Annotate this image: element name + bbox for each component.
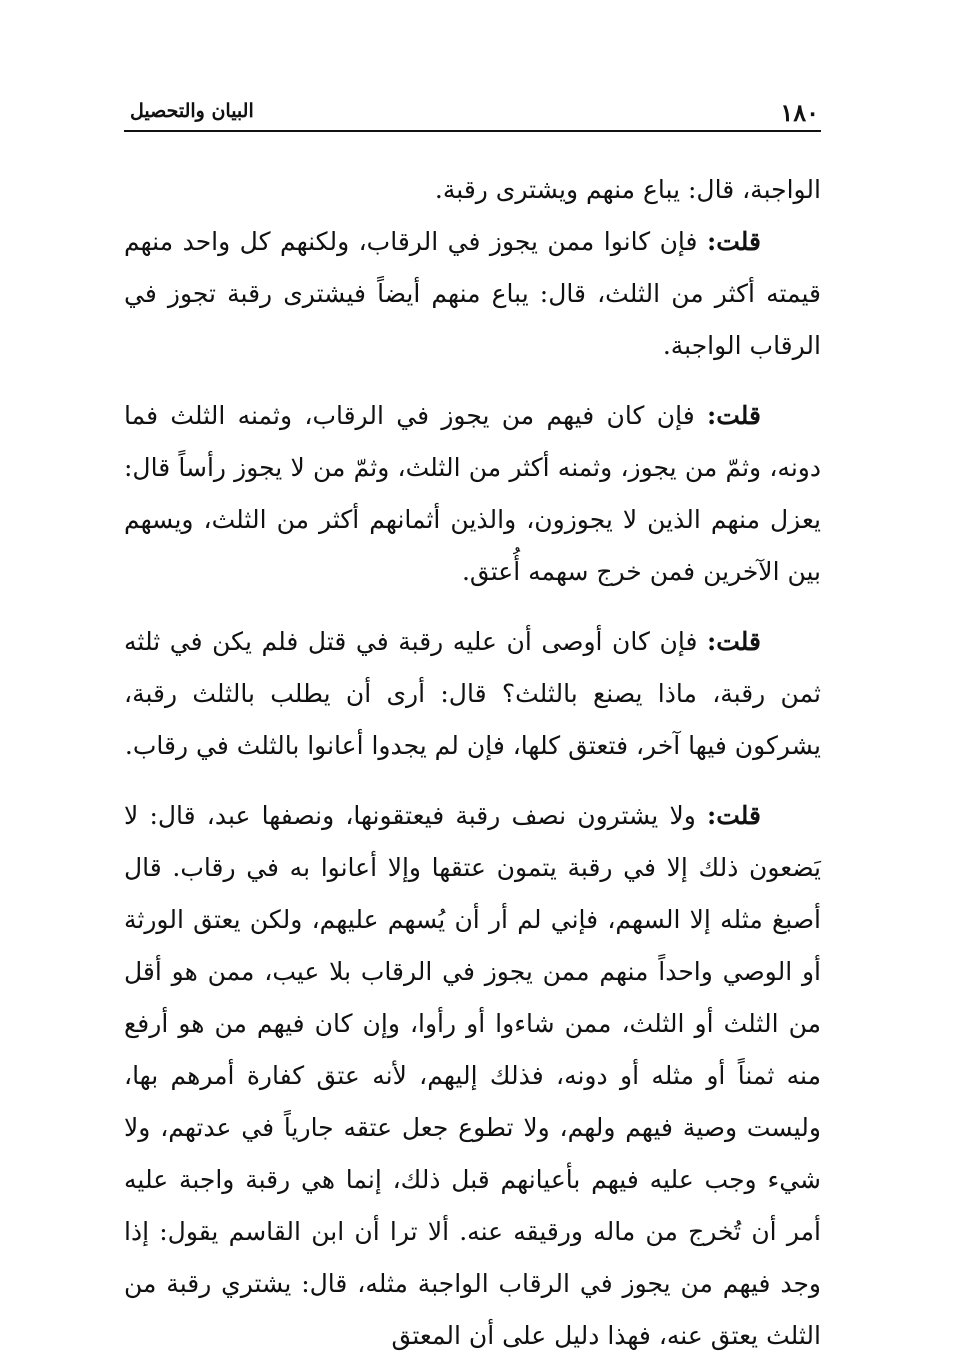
qalat-label: قلت: xyxy=(706,227,761,256)
paragraph-5 xyxy=(124,790,821,1362)
paragraph-3 xyxy=(124,390,821,598)
qalat-label: قلت: xyxy=(706,801,761,830)
paragraph-text: فإن كان فيهم من يجوز في الرقاب، وثمنه الثلث فما دونه، وثمّ من يجوز، وثمنه أكثر من الثلث، وثمّ من لا يجوز رأساً قال: يعزل منهم الذين لا يجوزون، والذين أثمانهم أكثر من الثلث، ويسهم بين الآخرين فمن خرج سهمه أُعتق. xyxy=(124,401,821,586)
page-body xyxy=(124,164,821,1362)
qalat-label: قلت: xyxy=(706,627,761,656)
paragraph-4 xyxy=(124,616,821,772)
paragraph-1 xyxy=(124,164,821,216)
paragraph-2 xyxy=(124,216,821,372)
page-header xyxy=(124,92,821,132)
paragraph-text: الواجبة، قال: يباع منهم ويشترى رقبة. xyxy=(434,175,821,204)
running-title: البيان والتحصيل xyxy=(130,100,254,122)
paragraph-text: فإن كان أوصى أن عليه رقبة في قتل فلم يكن في ثلثه ثمن رقبة، ماذا يصنع بالثلث؟ قال: أرى أن يطلب بالثلث رقبة، يشركون فيها آخر، فتعتق كلها، فإن لم يجدوا أعانوا بالثلث في رقاب. xyxy=(124,627,821,760)
paragraph-text: ولا يشترون نصف رقبة فيعتقونها، ونصفها عبد، قال: لا يَضعون ذلك إلا في رقبة يتمون عتقها وإلا أعانوا به في رقاب. قال أصبغ مثله إلا السهم، فإني لم أر أن يُسهم عليهم، ولكن يعتق الورثة أو الوصي واحداً منهم ممن يجوز في الرقاب بلا عيب، ممن هو أقل من الثلث أو الثلث، ممن شاءوا أو رأوا، وإن كان فيهم من هو أرفع منه ثمناً أو مثله أو دونه، فذلك إليهم، لأنه عتق كفارة أمرهم بها، وليست وصية فيهم ولهم، ولا تطوع جعل عتقه جارياً في عدتهم، ولا شيء وجب عليه فيهم بأعيانهم قبل ذلك، إنما هي رقبة واجبة عليه أمر أن تُخرج من ماله ورقيقه عنه. ألا ترا أن ابن القاسم يقول: إذا وجد فيهم من يجوز في الرقاب الواجبة مثله، قال: يشتري رقبة من الثلث يعتق عنه، فهذا دليل على أن المعتق xyxy=(124,801,821,1350)
page-number: ١٨٠ xyxy=(780,98,819,127)
paragraph-text: فإن كانوا ممن يجوز في الرقاب، ولكنهم كل واحد منهم قيمته أكثر من الثلث، قال: يباع منهم أيضاً فيشترى رقبة تجوز في الرقاب الواجبة. xyxy=(124,227,821,360)
qalat-label: قلت: xyxy=(706,401,761,430)
